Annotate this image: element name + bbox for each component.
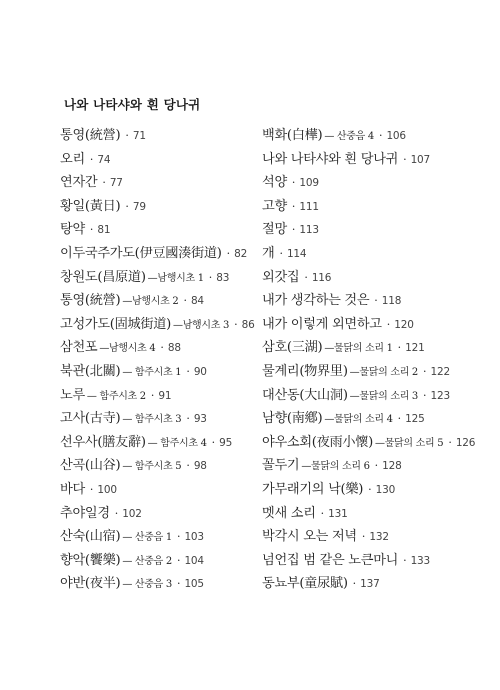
entry-page-number: 114 [286,247,307,260]
page-separator-dot: · [186,412,190,426]
entry-title: 물계리(物界里) [262,363,348,379]
page-separator-dot: · [352,577,357,591]
entry-title: 산곡(山谷) [60,458,121,474]
toc-entry [262,171,494,195]
toc-entry [262,525,494,549]
entry-page-number: 81 [97,224,111,237]
page-separator-dot: · [397,341,402,355]
entry-series-note: —물닭의 소리 6 [301,461,370,473]
entry-page-number: 102 [122,507,142,520]
page-separator-dot: · [186,364,190,378]
entry-title: 삼천포 [60,340,98,356]
entry-title: 산숙(山宿) [60,529,121,545]
entry-series-note: —남행시초 1 [147,272,204,284]
toc-entry [262,384,494,408]
toc-entry [60,148,250,172]
entry-title: 선우사(膳友辭) [60,434,146,450]
entry-page-number: 116 [311,271,332,284]
toc-entry [262,148,494,172]
page-separator-dot: · [234,317,238,331]
page-separator-dot: · [403,553,407,567]
toc-entry [60,242,250,266]
entry-series-note: — 함주시초 3 [122,414,182,426]
entry-page-number: 107 [410,153,431,166]
entry-series-note: —남행시초 3 [173,319,230,331]
entry-page-number: 123 [430,389,450,402]
entry-page-number: 122 [430,365,450,378]
entry-page-number: 79 [132,200,146,213]
entry-title: 넘언집 범 같은 노큰마니 [262,552,399,568]
page-separator-dot: · [89,223,94,237]
toc-entry [60,572,250,596]
entry-title: 멧새 소리 [262,505,316,521]
toc-entry [60,289,250,313]
toc-entry [60,218,250,242]
entry-page-number: 137 [360,578,380,591]
entry-title: 노루 [60,387,85,403]
entry-series-note: — 산중음 1 [122,532,172,544]
entry-title: 통영(統營) [60,128,121,143]
page-separator-dot: · [386,317,391,331]
entry-title: 백화(白樺) [262,128,323,143]
page-separator-dot: · [374,459,379,473]
entry-title: 야우소회(夜雨小懷) [262,434,373,450]
entry-title: 동뇨부(童尿賦) [262,576,348,592]
toc-entry [60,336,250,360]
toc-entry [60,478,250,502]
toc-entry [60,502,250,526]
entry-series-note: —물닭의 소리 3 [349,390,418,402]
toc-entry [60,124,250,148]
toc-entry [262,502,494,526]
page-separator-dot: · [114,506,119,520]
page-separator-dot: · [291,223,296,237]
page-separator-dot: · [176,553,181,567]
entry-title: 남향(南鄕) [262,411,323,427]
page-separator-dot: · [176,530,181,544]
entry-series-note: —남행시초 4 [99,343,156,355]
entry-title: 삼호(三湖) [262,340,323,356]
entry-title: 이두국주가도(伊豆國湊街道) [60,245,222,261]
entry-page-number: 103 [184,531,204,544]
entry-series-note: — 함주시초 2 [86,390,146,402]
toc-entry [262,313,494,337]
page-separator-dot: · [160,341,164,355]
page-separator-dot: · [208,270,213,284]
page-separator-dot: · [176,577,181,591]
entry-page-number: 90 [193,365,207,378]
toc-column-left [60,124,255,596]
entry-title: 가무래기의 낙(樂) [262,481,364,497]
entry-title: 추야일경 [60,505,110,521]
entry-page-number: 74 [97,153,111,166]
entry-title: 야반(夜半) [60,576,121,592]
toc-entry [262,124,494,148]
toc-entry [262,266,494,290]
entry-series-note: —물닭의 소리 4 [324,414,393,426]
entry-page-number: 121 [405,342,425,355]
entry-title: 바다 [60,481,85,497]
entry-title: 연자간 [60,175,98,191]
page-separator-dot: · [423,388,427,402]
page-separator-dot: · [89,152,94,166]
entry-title: 황일(黃日) [60,198,121,214]
entry-series-note: — 산중음 3 [122,579,172,591]
entry-page-number: 105 [184,578,204,591]
page-separator-dot: · [150,388,155,402]
entry-title: 향악(饗樂) [60,552,121,568]
toc-entry [262,478,494,502]
entry-page-number: 106 [386,130,406,142]
entry-page-number: 98 [193,460,207,473]
toc-entry [262,407,494,431]
entry-title: 내가 이렇게 외면하고 [262,316,382,332]
toc-entry [262,549,494,573]
page-separator-dot: · [368,482,372,496]
toc-entry [60,313,255,337]
entry-series-note: — 산중음 4 [324,131,374,142]
entry-page-number: 131 [328,507,348,520]
toc-entry [262,242,494,266]
entry-page-number: 82 [234,247,248,260]
page-separator-dot: · [125,199,129,213]
entry-page-number: 130 [375,483,396,496]
toc-column-right [262,124,494,596]
toc-entry [262,572,494,596]
toc-entry [262,360,494,384]
page-separator-dot: · [291,176,296,190]
entry-page-number: 132 [369,531,389,544]
entry-page-number: 86 [241,318,255,331]
entry-page-number: 120 [394,318,414,331]
page-separator-dot: · [423,364,427,378]
entry-series-note: —물닭의 소리 1 [324,343,393,355]
entry-title: 꼴두기 [262,458,300,474]
page-separator-dot: · [320,506,325,520]
entry-page-number: 128 [382,460,402,473]
toc-entry [60,266,250,290]
toc-entry [60,171,250,195]
entry-page-number: 95 [219,436,233,449]
toc-entry [60,549,250,573]
entry-page-number: 111 [299,200,319,213]
toc-entry [60,525,250,549]
page-separator-dot: · [374,294,378,308]
entry-page-number: 71 [132,130,146,142]
entry-page-number: 84 [190,295,204,308]
entry-title: 석양 [262,175,287,191]
page-separator-dot: · [186,459,190,473]
toc-entry [60,431,250,455]
page-separator-dot: · [304,270,308,284]
entry-page-number: 104 [184,554,204,567]
toc-entry [60,454,250,478]
entry-title: 창원도(昌原道) [60,269,146,285]
toc-entry [262,195,494,219]
entry-series-note: —남행시초 2 [122,296,179,308]
section-title: 나와 나타샤와 흰 당나귀 [64,97,201,112]
page-separator-dot: · [125,129,129,142]
entry-title: 외갓집 [262,269,300,285]
toc-entry [60,384,250,408]
entry-title: 내가 생각하는 것은 [262,293,370,309]
entry-series-note: —물닭의 소리 2 [349,366,418,378]
page-separator-dot: · [291,199,296,213]
toc-entry [262,336,494,360]
page-separator-dot: · [397,412,402,426]
entry-series-note: — 함주시초 1 [122,366,182,378]
toc-entry [262,431,494,455]
entry-page-number: 113 [299,224,319,237]
page-separator-dot: · [226,246,231,260]
entry-page-number: 109 [299,177,319,190]
entry-title: 개 [262,245,275,261]
entry-page-number: 83 [216,271,230,284]
entry-series-note: — 산중음 2 [122,555,172,567]
page-separator-dot: · [361,530,366,544]
entry-page-number: 126 [455,436,476,449]
entry-series-note: —물닭의 소리 5 [375,437,444,449]
entry-title: 박각시 오는 저녁 [262,529,357,545]
page-separator-dot: · [183,294,187,308]
entry-title: 나와 나타샤와 흰 당나귀 [262,151,399,167]
entry-title: 오리 [60,151,85,167]
page-separator-dot: · [448,435,452,449]
entry-title: 고향 [262,198,287,214]
toc-entry [262,289,494,313]
entry-page-number: 88 [167,342,181,355]
toc-entry [262,454,494,478]
entry-title: 고사(古寺) [60,411,121,427]
toc-entry [60,195,250,219]
toc-entry [60,407,250,431]
entry-page-number: 125 [405,413,425,426]
toc-entry [60,360,250,384]
entry-series-note: — 함주시초 5 [122,461,182,473]
page-separator-dot: · [102,176,106,190]
entry-title: 고성가도(固城街道) [60,316,171,332]
entry-page-number: 77 [109,177,123,190]
entry-page-number: 91 [158,389,172,402]
entry-title: 통영(統營) [60,293,121,309]
entry-series-note: — 함주시초 4 [147,437,207,449]
toc-entry [262,218,494,242]
entry-title: 탕약 [60,222,85,238]
page-separator-dot: · [89,482,94,496]
entry-title: 대산동(大山洞) [262,387,348,403]
entry-page-number: 100 [97,483,117,496]
page-separator-dot: · [279,246,283,260]
entry-page-number: 118 [381,295,402,308]
entry-title: 절망 [262,222,287,238]
entry-title: 북관(北關) [60,363,121,379]
page-separator-dot: · [403,152,407,166]
entry-page-number: 93 [193,413,207,426]
page-separator-dot: · [378,129,383,142]
entry-page-number: 133 [410,554,431,567]
page-separator-dot: · [211,435,216,449]
